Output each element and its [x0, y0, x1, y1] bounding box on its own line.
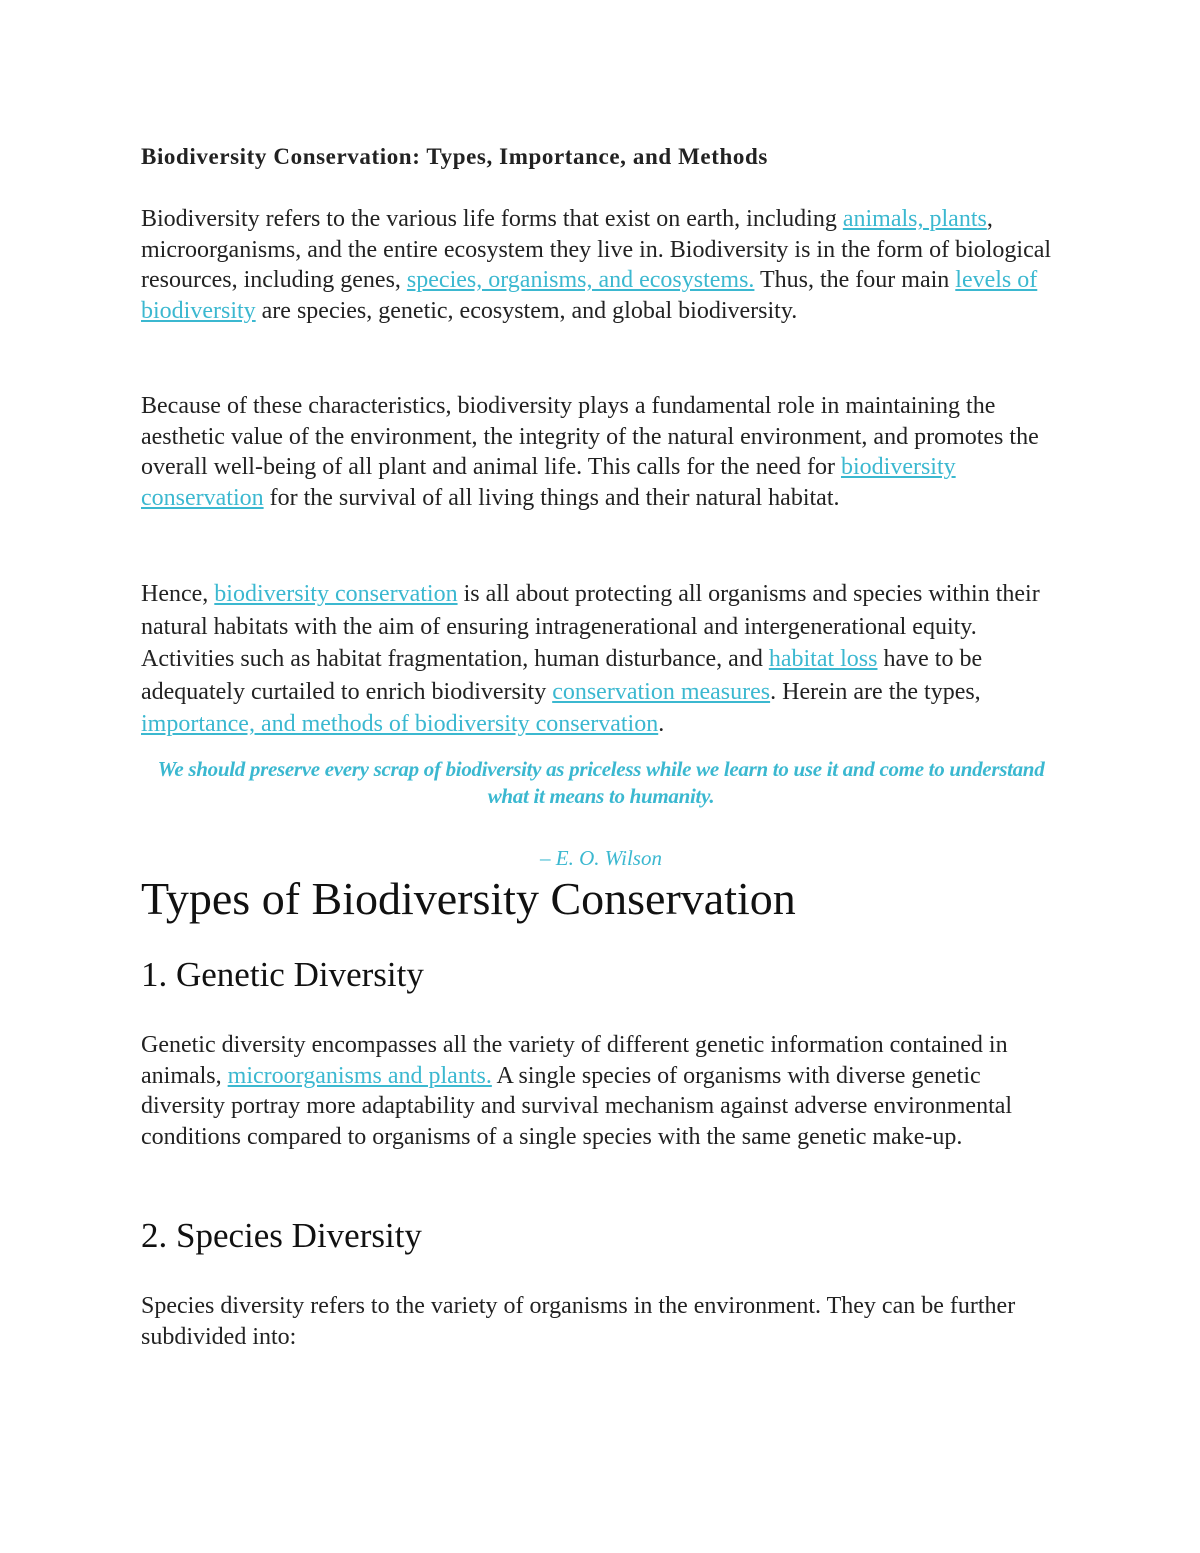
text: have to be adequately curtailed to enrich biodiversity [141, 646, 983, 705]
link-biodiversity-conservation-2[interactable]: biodiversity conservation [214, 581, 458, 607]
text: Because of these characteristics, biodiversity plays a fundamental role in maintaining the aesthetic value of the environment, the integrity of the natural environment, and promotes the overall well-being of all plant and animal life. This calls for the need for [141, 393, 1039, 480]
text: Thus, the four main [754, 267, 956, 293]
genetic-diversity-heading: 1. Genetic Diversity [141, 955, 424, 994]
paragraph-hence [141, 578, 1061, 741]
link-microorganisms-plants[interactable]: microorganisms and plants. [227, 1062, 492, 1089]
intro-paragraph [141, 204, 1061, 326]
link-levels-of-biodiversity[interactable]: levels of biodiversity [141, 267, 1038, 324]
text: are species, genetic, ecosystem, and global biodiversity. [255, 297, 798, 324]
text: is all about protecting all organisms and species within their natural habitats with the aim of ensuring intragenerational and intergenerational equity. Activities such as habitat fragmentation, human disturbance, and [141, 581, 1040, 672]
text: Biodiversity refers to the various life forms that exist on earth, including [141, 206, 843, 232]
genetic-diversity-paragraph [141, 1030, 1061, 1152]
text: , microorganisms, and the entire ecosystem they live in. Biodiversity is in the form of biological resources, including genes, [141, 206, 1052, 293]
link-conservation-measures[interactable]: conservation measures [552, 678, 771, 705]
quote-text: We should preserve every scrap of biodiversity as priceless while we learn to use it and come to understand what it means to humanity. [157, 757, 1045, 808]
document-title: Biodiversity Conservation: Types, Importance, and Methods [141, 144, 768, 169]
paragraph-characteristics [141, 391, 1051, 513]
species-diversity-heading: 2. Species Diversity [141, 1216, 422, 1255]
text: for the survival of all living things and their natural habitat. [263, 484, 840, 511]
link-animals-plants[interactable]: animals, plants [842, 206, 987, 232]
text: Genetic diversity encompasses all the variety of different genetic information contained in animals, [141, 1032, 1008, 1089]
species-diversity-paragraph: Species diversity refers to the variety of organisms in the environment. They can be further subdivided into: [141, 1293, 1016, 1350]
link-importance-methods[interactable]: importance, and methods of biodiversity conservation [141, 711, 659, 737]
section-heading: Types of Biodiversity Conservation [141, 873, 796, 924]
text: . [658, 711, 665, 737]
text: . Herein are the types, [770, 678, 981, 705]
link-species-organisms[interactable]: species, organisms, and ecosystems. [406, 267, 755, 293]
text: A single species of organisms with diverse genetic diversity portray more adaptability and survival mechanism against adverse environmental conditions compared to organisms of a single species with the same genetic make-up. [141, 1062, 1013, 1150]
text: Hence, [141, 581, 215, 607]
link-habitat-loss[interactable]: habitat loss [768, 646, 878, 672]
link-biodiversity-conservation[interactable]: biodiversity conservation [141, 454, 956, 511]
quote-author: – E. O. Wilson [540, 846, 662, 870]
